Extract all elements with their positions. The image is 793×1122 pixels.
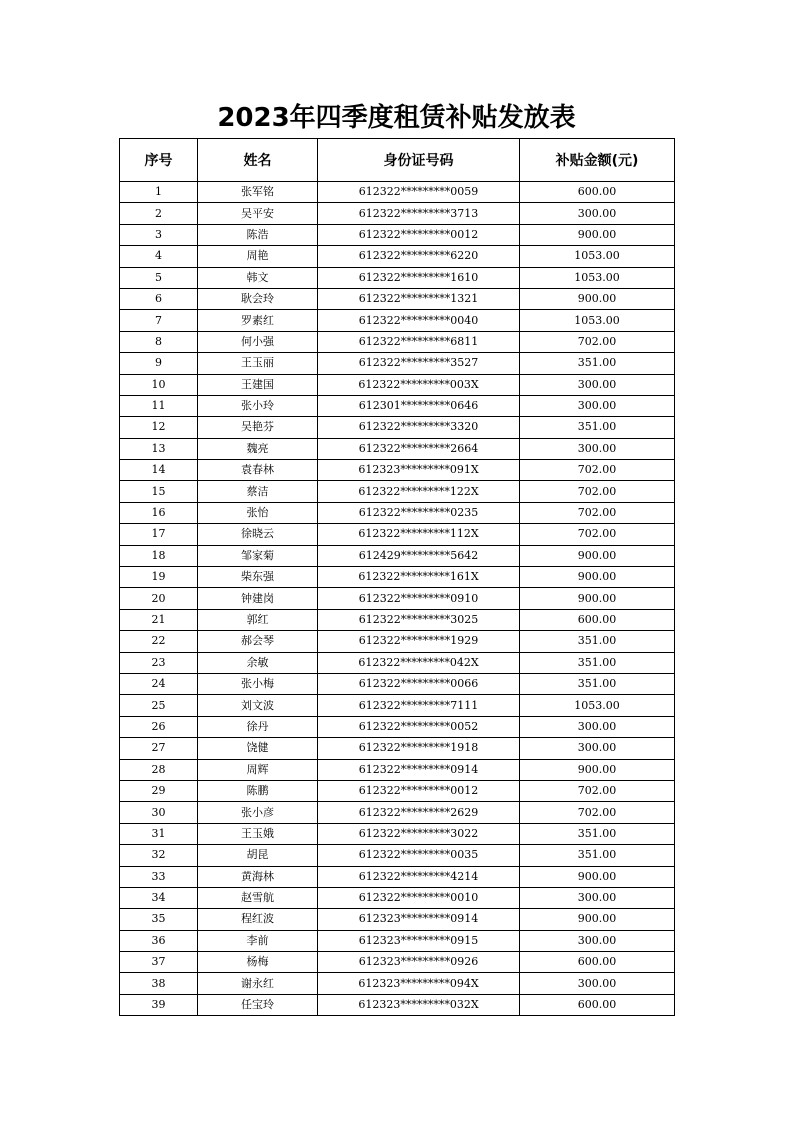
cell-subsidy-amount: 702.00 bbox=[520, 331, 675, 352]
cell-id-number: 612322*********0012 bbox=[318, 224, 520, 245]
cell-id-number: 612322*********7111 bbox=[318, 695, 520, 716]
cell-serial-number: 22 bbox=[120, 631, 198, 652]
cell-subsidy-amount: 702.00 bbox=[520, 502, 675, 523]
cell-id-number: 612322*********0910 bbox=[318, 588, 520, 609]
table-row bbox=[120, 716, 675, 737]
cell-subsidy-amount: 600.00 bbox=[520, 182, 675, 203]
cell-subsidy-amount: 300.00 bbox=[520, 438, 675, 459]
cell-name: 何小强 bbox=[198, 331, 318, 352]
cell-subsidy-amount: 1053.00 bbox=[520, 246, 675, 267]
cell-id-number: 612323*********0926 bbox=[318, 952, 520, 973]
cell-name: 饶健 bbox=[198, 738, 318, 759]
cell-id-number: 612322*********0235 bbox=[318, 502, 520, 523]
cell-id-number: 612322*********2664 bbox=[318, 438, 520, 459]
cell-serial-number: 26 bbox=[120, 716, 198, 737]
cell-serial-number: 14 bbox=[120, 460, 198, 481]
cell-id-number: 612323*********0914 bbox=[318, 909, 520, 930]
cell-subsidy-amount: 900.00 bbox=[520, 288, 675, 309]
cell-id-number: 612322*********161X bbox=[318, 567, 520, 588]
cell-id-number: 612322*********112X bbox=[318, 524, 520, 545]
cell-id-number: 612322*********1929 bbox=[318, 631, 520, 652]
cell-subsidy-amount: 300.00 bbox=[520, 716, 675, 737]
cell-id-number: 612323*********0915 bbox=[318, 930, 520, 951]
cell-serial-number: 38 bbox=[120, 973, 198, 994]
cell-name: 刘文波 bbox=[198, 695, 318, 716]
cell-serial-number: 12 bbox=[120, 417, 198, 438]
table-row bbox=[120, 460, 675, 481]
header-subsidy-amount: 补贴金额(元) bbox=[520, 139, 675, 182]
cell-id-number: 612322*********0010 bbox=[318, 887, 520, 908]
cell-serial-number: 28 bbox=[120, 759, 198, 780]
cell-serial-number: 35 bbox=[120, 909, 198, 930]
cell-serial-number: 20 bbox=[120, 588, 198, 609]
table-row bbox=[120, 417, 675, 438]
cell-name: 徐晓云 bbox=[198, 524, 318, 545]
cell-subsidy-amount: 900.00 bbox=[520, 224, 675, 245]
table-row bbox=[120, 738, 675, 759]
cell-name: 吴艳芬 bbox=[198, 417, 318, 438]
cell-id-number: 612323*********032X bbox=[318, 994, 520, 1015]
cell-name: 谢永红 bbox=[198, 973, 318, 994]
table-row bbox=[120, 909, 675, 930]
cell-serial-number: 17 bbox=[120, 524, 198, 545]
table-row bbox=[120, 930, 675, 951]
table-row bbox=[120, 802, 675, 823]
cell-name: 郭红 bbox=[198, 609, 318, 630]
cell-name: 魏亮 bbox=[198, 438, 318, 459]
cell-serial-number: 1 bbox=[120, 182, 198, 203]
cell-subsidy-amount: 300.00 bbox=[520, 203, 675, 224]
cell-subsidy-amount: 300.00 bbox=[520, 930, 675, 951]
cell-id-number: 612322*********4214 bbox=[318, 866, 520, 887]
cell-name: 耿会玲 bbox=[198, 288, 318, 309]
cell-name: 徐丹 bbox=[198, 716, 318, 737]
cell-serial-number: 25 bbox=[120, 695, 198, 716]
cell-id-number: 612322*********3320 bbox=[318, 417, 520, 438]
cell-serial-number: 33 bbox=[120, 866, 198, 887]
cell-subsidy-amount: 900.00 bbox=[520, 909, 675, 930]
cell-id-number: 612322*********6220 bbox=[318, 246, 520, 267]
cell-serial-number: 19 bbox=[120, 567, 198, 588]
cell-subsidy-amount: 702.00 bbox=[520, 524, 675, 545]
cell-name: 张怡 bbox=[198, 502, 318, 523]
cell-serial-number: 15 bbox=[120, 481, 198, 502]
cell-name: 黄海林 bbox=[198, 866, 318, 887]
table-body bbox=[120, 182, 675, 1016]
cell-serial-number: 39 bbox=[120, 994, 198, 1015]
table-row bbox=[120, 353, 675, 374]
cell-subsidy-amount: 900.00 bbox=[520, 588, 675, 609]
cell-serial-number: 27 bbox=[120, 738, 198, 759]
cell-subsidy-amount: 300.00 bbox=[520, 374, 675, 395]
cell-name: 杨梅 bbox=[198, 952, 318, 973]
cell-id-number: 612322*********0052 bbox=[318, 716, 520, 737]
cell-subsidy-amount: 351.00 bbox=[520, 652, 675, 673]
cell-serial-number: 3 bbox=[120, 224, 198, 245]
table-row bbox=[120, 609, 675, 630]
table-row bbox=[120, 288, 675, 309]
table-row bbox=[120, 652, 675, 673]
cell-subsidy-amount: 351.00 bbox=[520, 845, 675, 866]
cell-serial-number: 2 bbox=[120, 203, 198, 224]
cell-serial-number: 34 bbox=[120, 887, 198, 908]
cell-subsidy-amount: 702.00 bbox=[520, 481, 675, 502]
table-header-row bbox=[120, 139, 675, 182]
cell-subsidy-amount: 300.00 bbox=[520, 887, 675, 908]
table-row bbox=[120, 673, 675, 694]
cell-serial-number: 30 bbox=[120, 802, 198, 823]
cell-id-number: 612322*********0914 bbox=[318, 759, 520, 780]
table-row bbox=[120, 887, 675, 908]
cell-id-number: 612322*********0040 bbox=[318, 310, 520, 331]
cell-subsidy-amount: 702.00 bbox=[520, 802, 675, 823]
cell-serial-number: 24 bbox=[120, 673, 198, 694]
cell-id-number: 612429*********5642 bbox=[318, 545, 520, 566]
cell-subsidy-amount: 1053.00 bbox=[520, 310, 675, 331]
table-row bbox=[120, 567, 675, 588]
table-row bbox=[120, 695, 675, 716]
cell-name: 余敏 bbox=[198, 652, 318, 673]
cell-subsidy-amount: 351.00 bbox=[520, 631, 675, 652]
cell-name: 周辉 bbox=[198, 759, 318, 780]
cell-serial-number: 16 bbox=[120, 502, 198, 523]
table-row bbox=[120, 310, 675, 331]
cell-name: 陈浩 bbox=[198, 224, 318, 245]
table-row bbox=[120, 374, 675, 395]
cell-serial-number: 37 bbox=[120, 952, 198, 973]
cell-subsidy-amount: 900.00 bbox=[520, 545, 675, 566]
table-row bbox=[120, 952, 675, 973]
cell-id-number: 612301*********0646 bbox=[318, 395, 520, 416]
cell-serial-number: 7 bbox=[120, 310, 198, 331]
cell-serial-number: 9 bbox=[120, 353, 198, 374]
cell-name: 柴东强 bbox=[198, 567, 318, 588]
cell-id-number: 612322*********1918 bbox=[318, 738, 520, 759]
cell-serial-number: 32 bbox=[120, 845, 198, 866]
table-row bbox=[120, 588, 675, 609]
cell-serial-number: 11 bbox=[120, 395, 198, 416]
cell-serial-number: 29 bbox=[120, 780, 198, 801]
cell-name: 王建国 bbox=[198, 374, 318, 395]
cell-subsidy-amount: 300.00 bbox=[520, 738, 675, 759]
cell-serial-number: 23 bbox=[120, 652, 198, 673]
cell-serial-number: 36 bbox=[120, 930, 198, 951]
cell-serial-number: 8 bbox=[120, 331, 198, 352]
table-row bbox=[120, 203, 675, 224]
table-row bbox=[120, 481, 675, 502]
table-row bbox=[120, 395, 675, 416]
cell-id-number: 612322*********6811 bbox=[318, 331, 520, 352]
cell-subsidy-amount: 300.00 bbox=[520, 973, 675, 994]
table-row bbox=[120, 759, 675, 780]
table-row bbox=[120, 331, 675, 352]
cell-name: 罗素红 bbox=[198, 310, 318, 331]
cell-name: 张军铭 bbox=[198, 182, 318, 203]
cell-serial-number: 31 bbox=[120, 823, 198, 844]
table-row bbox=[120, 845, 675, 866]
cell-subsidy-amount: 900.00 bbox=[520, 759, 675, 780]
table-row bbox=[120, 866, 675, 887]
cell-id-number: 612322*********122X bbox=[318, 481, 520, 502]
cell-name: 吴平安 bbox=[198, 203, 318, 224]
page-title: 2023年四季度租赁补贴发放表 bbox=[217, 103, 576, 133]
cell-name: 王玉丽 bbox=[198, 353, 318, 374]
cell-id-number: 612322*********3025 bbox=[318, 609, 520, 630]
cell-subsidy-amount: 900.00 bbox=[520, 567, 675, 588]
table-row bbox=[120, 524, 675, 545]
cell-serial-number: 21 bbox=[120, 609, 198, 630]
cell-subsidy-amount: 1053.00 bbox=[520, 695, 675, 716]
cell-id-number: 612322*********3022 bbox=[318, 823, 520, 844]
cell-subsidy-amount: 900.00 bbox=[520, 866, 675, 887]
cell-name: 张小梅 bbox=[198, 673, 318, 694]
cell-id-number: 612322*********042X bbox=[318, 652, 520, 673]
cell-serial-number: 4 bbox=[120, 246, 198, 267]
cell-name: 郝会琴 bbox=[198, 631, 318, 652]
table-row bbox=[120, 182, 675, 203]
cell-subsidy-amount: 600.00 bbox=[520, 609, 675, 630]
cell-name: 张小彦 bbox=[198, 802, 318, 823]
cell-name: 赵雪航 bbox=[198, 887, 318, 908]
cell-name: 袁春林 bbox=[198, 460, 318, 481]
header-name: 姓名 bbox=[198, 139, 318, 182]
cell-subsidy-amount: 351.00 bbox=[520, 353, 675, 374]
cell-serial-number: 13 bbox=[120, 438, 198, 459]
cell-id-number: 612322*********0012 bbox=[318, 780, 520, 801]
table-row bbox=[120, 438, 675, 459]
cell-name: 蔡洁 bbox=[198, 481, 318, 502]
cell-serial-number: 18 bbox=[120, 545, 198, 566]
cell-subsidy-amount: 1053.00 bbox=[520, 267, 675, 288]
cell-subsidy-amount: 702.00 bbox=[520, 780, 675, 801]
table-row bbox=[120, 545, 675, 566]
table-row bbox=[120, 267, 675, 288]
cell-subsidy-amount: 351.00 bbox=[520, 417, 675, 438]
cell-serial-number: 10 bbox=[120, 374, 198, 395]
cell-id-number: 612322*********3713 bbox=[318, 203, 520, 224]
cell-name: 李前 bbox=[198, 930, 318, 951]
cell-name: 程红波 bbox=[198, 909, 318, 930]
header-id-number: 身份证号码 bbox=[318, 139, 520, 182]
cell-subsidy-amount: 600.00 bbox=[520, 994, 675, 1015]
cell-subsidy-amount: 300.00 bbox=[520, 395, 675, 416]
cell-subsidy-amount: 351.00 bbox=[520, 673, 675, 694]
cell-name: 王玉娥 bbox=[198, 823, 318, 844]
table-row bbox=[120, 224, 675, 245]
cell-id-number: 612323*********091X bbox=[318, 460, 520, 481]
cell-name: 胡昆 bbox=[198, 845, 318, 866]
table-row bbox=[120, 973, 675, 994]
cell-name: 周艳 bbox=[198, 246, 318, 267]
cell-name: 邹家菊 bbox=[198, 545, 318, 566]
cell-subsidy-amount: 702.00 bbox=[520, 460, 675, 481]
cell-id-number: 612322*********3527 bbox=[318, 353, 520, 374]
cell-id-number: 612322*********2629 bbox=[318, 802, 520, 823]
subsidy-table bbox=[119, 138, 675, 1016]
cell-subsidy-amount: 351.00 bbox=[520, 823, 675, 844]
cell-id-number: 612322*********0035 bbox=[318, 845, 520, 866]
cell-name: 陈鹏 bbox=[198, 780, 318, 801]
table-row bbox=[120, 246, 675, 267]
table-row bbox=[120, 780, 675, 801]
table-row bbox=[120, 823, 675, 844]
cell-serial-number: 5 bbox=[120, 267, 198, 288]
cell-id-number: 612322*********0059 bbox=[318, 182, 520, 203]
cell-id-number: 612322*********0066 bbox=[318, 673, 520, 694]
cell-name: 钟建岗 bbox=[198, 588, 318, 609]
table-row bbox=[120, 502, 675, 523]
cell-serial-number: 6 bbox=[120, 288, 198, 309]
cell-subsidy-amount: 600.00 bbox=[520, 952, 675, 973]
cell-id-number: 612322*********1321 bbox=[318, 288, 520, 309]
cell-name: 任宝玲 bbox=[198, 994, 318, 1015]
cell-name: 张小玲 bbox=[198, 395, 318, 416]
cell-id-number: 612322*********003X bbox=[318, 374, 520, 395]
cell-name: 韩文 bbox=[198, 267, 318, 288]
header-serial-number: 序号 bbox=[120, 139, 198, 182]
table-row bbox=[120, 631, 675, 652]
cell-id-number: 612322*********1610 bbox=[318, 267, 520, 288]
table-row bbox=[120, 994, 675, 1015]
cell-id-number: 612323*********094X bbox=[318, 973, 520, 994]
